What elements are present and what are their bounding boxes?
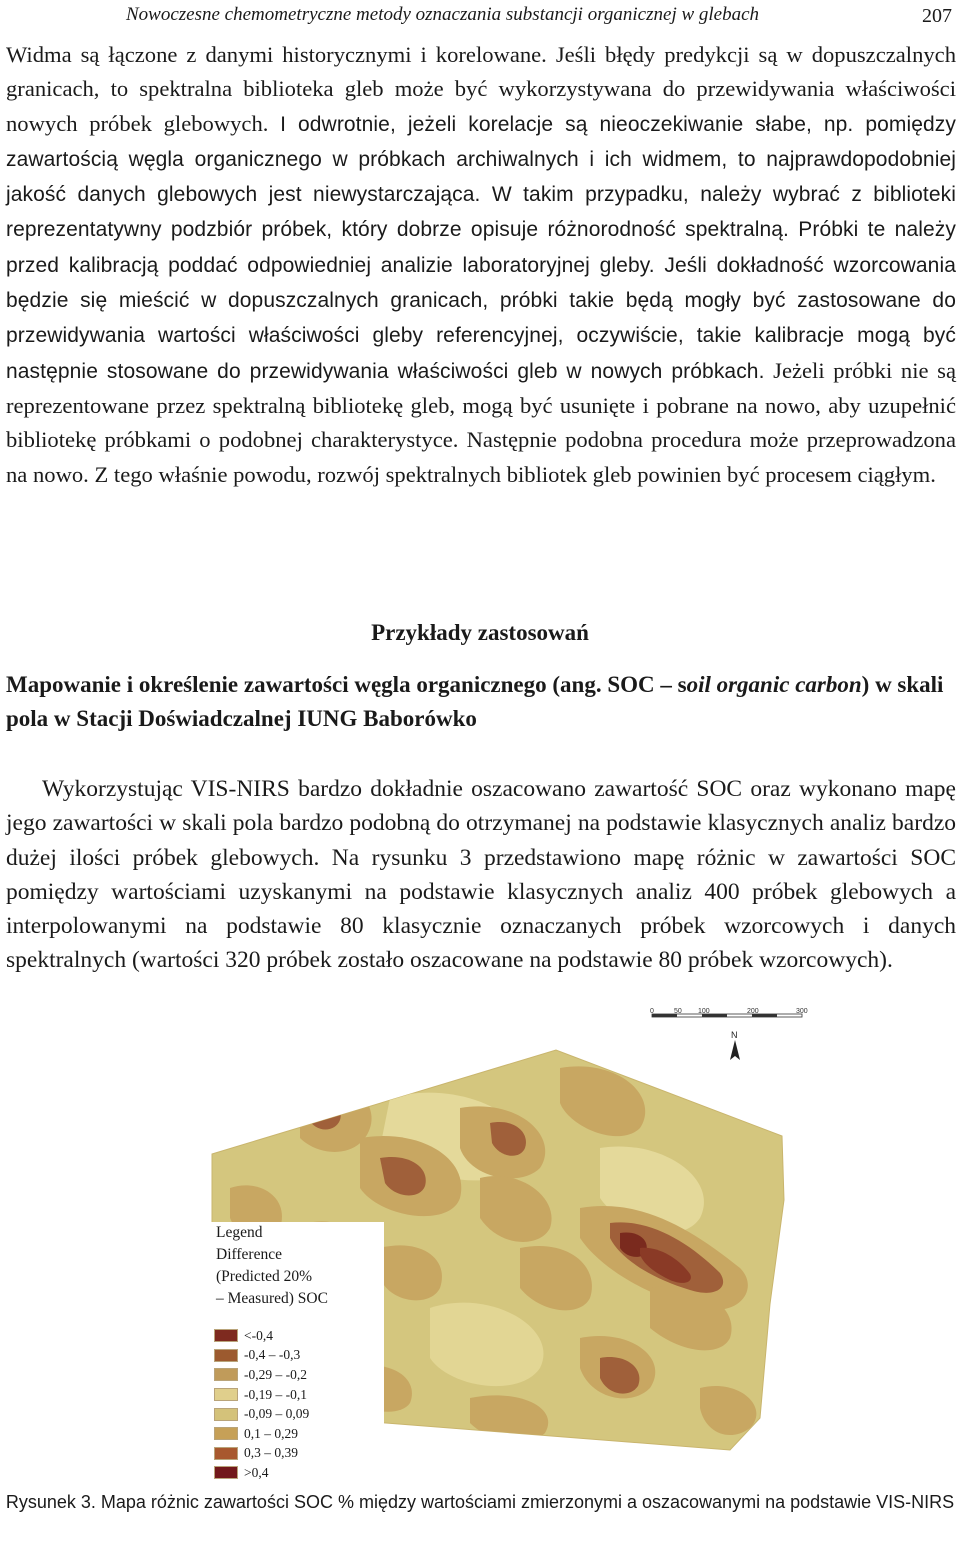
- north-label: N: [731, 1030, 738, 1040]
- legend-title-line-4: – Measured) SOC: [216, 1290, 328, 1307]
- legend-item: [214, 1424, 309, 1444]
- subsection-title: [6, 668, 956, 736]
- legend-title-line-1: Legend: [216, 1224, 263, 1241]
- legend-item: [214, 1444, 309, 1464]
- scale-label: 200: [747, 1008, 759, 1015]
- subsection-title-part1: Mapowanie i określenie zawartości węgla organicznego (ang. SOC – s: [6, 672, 687, 697]
- subsection-title-italic: oil organic carbon: [686, 672, 862, 697]
- legend-label: 0,1 – 0,29: [244, 1425, 298, 1441]
- legend-item: [214, 1404, 309, 1424]
- running-head: [0, 4, 960, 28]
- legend-swatch: [214, 1329, 238, 1342]
- legend-swatch: [214, 1368, 238, 1381]
- legend-item: [214, 1385, 309, 1405]
- page-number: 207: [922, 5, 952, 27]
- legend-label: <-0,4: [244, 1327, 273, 1343]
- legend-label: >0,4: [244, 1464, 269, 1480]
- legend-swatch: [214, 1466, 238, 1479]
- running-title: Nowoczesne chemometryczne metody oznaczania substancji organicznej w glebach: [126, 4, 760, 25]
- scale-label: 0: [650, 1008, 654, 1015]
- legend-title-line-2: Difference: [216, 1246, 282, 1263]
- legend-item: [214, 1463, 309, 1483]
- legend-title-line-3: (Predicted 20%: [216, 1268, 312, 1285]
- legend-label: -0,09 – 0,09: [244, 1406, 310, 1422]
- legend-label: -0,4 – -0,3: [244, 1347, 301, 1363]
- legend-label: -0,29 – -0,2: [244, 1366, 307, 1382]
- legend-item: [214, 1326, 309, 1346]
- legend-label: 0,3 – 0,39: [244, 1445, 298, 1461]
- legend-swatch: [214, 1447, 238, 1460]
- legend-swatch: [214, 1408, 238, 1421]
- legend-swatch: [214, 1388, 238, 1401]
- paragraph-1-middle: I odwrotnie, jeżeli korelacje są nieoczekiwanie słabe, np. pomiędzy zawartością węgla organicznego w próbkach archiwalnych i ich widmem, to najprawdopodobniej jakość danych glebowych jest niewystarczająca. W takim przypadku, należy wybrać z biblioteki reprezentatywny podzbiór próbek, który dobrze opisuje różnorodność spektralną. Próbki te należy przed kalibracją poddać odpowiedniej analizie laboratoryjnej gleby. Jeśli dokładność wzorcowania będzie się mieścić w dopuszczalnych granicach, próbki takie będą mogły być zastosowane do przewidywania wartości właściwości gleby referencyjnej, oczywiście, takie kalibracje mogą być następnie stosowane do przewidywania właściwości gleb w nowych próbkach.: [6, 112, 957, 383]
- legend-swatch: [214, 1427, 238, 1440]
- soc-difference-map: [0, 1008, 960, 1498]
- legend-swatch: [214, 1349, 238, 1362]
- figure-soc-map: [0, 1008, 960, 1498]
- section-title: Przykłady zastosowań: [371, 620, 589, 645]
- scale-label: 300: [796, 1008, 808, 1015]
- scale-label: 100: [698, 1008, 710, 1015]
- legend-item: [214, 1346, 309, 1366]
- figure-caption: Rysunek 3. Mapa różnic zawartości SOC % między wartościami zmierzonymi a oszacowanymi na podstawie VIS-NIRS: [5, 1492, 955, 1512]
- scale-label: 50: [674, 1008, 682, 1015]
- north-arrow-icon: [730, 1030, 740, 1060]
- paragraph-1-start: Widma są łączone z danymi historycznymi i korelowane. Jeśli błędy predykcji są w dopuszczalnych granicach, to spektralna biblioteka gleb może być wykorzystywana do przewidywania właściwości nowych próbek glebowych.: [6, 42, 956, 136]
- legend-item: [214, 1365, 309, 1385]
- legend-label: -0,19 – -0,1: [244, 1386, 307, 1402]
- paragraph-1-end: Jeżeli próbki nie są reprezentowane przez spektralną bibliotekę gleb, mogą być usunięte i pobrane na nowo, aby uzupełnić bibliotekę próbkami o podobnej charakterystyce. Następnie podobna procedura może przeprowadzona na nowo. Z tego właśnie powodu, rozwój spektralnych bibliotek gleb powinien być procesem ciągłym.: [6, 357, 956, 487]
- paragraph-1: [6, 38, 956, 492]
- map-legend: [204, 1222, 384, 1480]
- legend-list: [214, 1326, 309, 1483]
- subsection-title-part2: ) w skali pola w Stacji Doświadczalnej IUNG Baborówko: [6, 672, 944, 731]
- paragraph-2: Wykorzystując VIS-NIRS bardzo dokładnie oszacowano zawartość SOC oraz wykonano mapę jego zawartości w skali pola bardzo podobną do otrzymanej na podstawie klasycznych analiz bardzo dużej ilości próbek glebowych. Na rysunku 3 przedstawiono mapę różnic w zawartości SOC pomiędzy wartościami uzyskanymi na podstawie klasycznych analiz 400 próbek glebowych a interpolowanymi na podstawie 80 klasycznie oznaczanych próbek wzorcowych i danych spektralnych (wartości 320 próbek zostało oszacowane na podstawie 80 próbek wzorcowych).: [6, 776, 956, 974]
